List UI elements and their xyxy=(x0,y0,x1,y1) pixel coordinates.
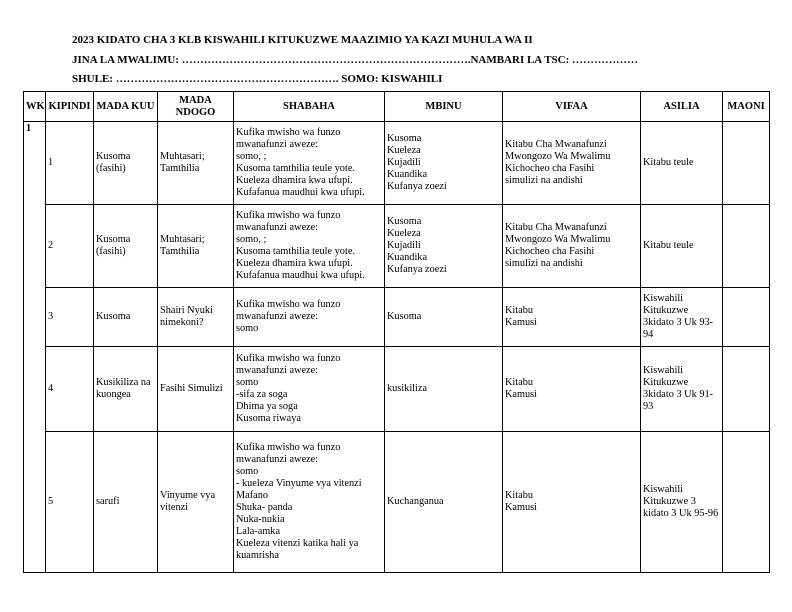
mada-ndogo-cell: Fasihi Simulizi xyxy=(158,347,234,432)
shabaha-line: Kueleza vitenzi katika hali ya xyxy=(236,538,359,550)
shabaha-line: Kufika mwisho wa funzo xyxy=(236,209,341,221)
shabaha-cell xyxy=(234,432,385,573)
mada-ndogo-cell: Muhtasari; Tamthilia xyxy=(158,122,234,205)
vifaa-cell xyxy=(503,347,641,432)
shabaha-line: Kufika mwisho wa funzo xyxy=(236,126,341,138)
vifaa-line: Kamusi xyxy=(505,317,538,328)
asilia-cell: Kiswahili Kitukuzwe 3kidato 3 Uk 91-93 xyxy=(641,347,723,432)
shabaha-line: somo, ; xyxy=(236,150,267,162)
vifaa-line: Kamusi xyxy=(505,502,538,513)
kipindi-cell: 3 xyxy=(46,288,94,347)
header-vifaa: VIFAA xyxy=(503,92,641,122)
mbinu-line: Kusoma xyxy=(387,310,422,322)
mbinu-cell xyxy=(385,432,503,573)
mada-kuu-cell: Kusoma (fasihi) xyxy=(94,205,158,288)
shabaha-line: somo xyxy=(236,465,259,477)
vifaa-line: Mwongozo Wa Mwalimu xyxy=(505,150,611,162)
shabaha-line: Kufika mwisho wa funzo xyxy=(236,352,341,364)
asilia-cell: Kiswahili Kitukuzwe 3 kidato 3 Uk 95-96 xyxy=(641,432,723,573)
vifaa-cell xyxy=(503,122,641,205)
shabaha-line: somo xyxy=(236,323,259,335)
vifaa-line: Kitabu xyxy=(505,304,534,316)
shabaha-line: Kusoma riwaya xyxy=(236,413,301,425)
vifaa-line: simulizi na andishi xyxy=(505,175,583,187)
table-row xyxy=(24,122,770,205)
mbinu-line: Kueleza xyxy=(387,227,421,239)
header-asilia: ASILIA xyxy=(641,92,723,122)
shabaha-cell xyxy=(234,288,385,347)
vifaa-cell xyxy=(503,205,641,288)
shabaha-cell xyxy=(234,347,385,432)
mbinu-line: Kusoma xyxy=(387,132,422,144)
shabaha-line: mwanafunzi aweze: xyxy=(236,221,319,233)
vifaa-line: Kichocheo cha Fasihi xyxy=(505,163,595,174)
shabaha-line: mwanafunzi aweze: xyxy=(236,453,319,465)
header-shabaha: SHABAHA xyxy=(234,92,385,122)
shabaha-line: Dhima ya soga xyxy=(236,401,298,413)
mbinu-cell xyxy=(385,205,503,288)
shabaha-cell xyxy=(234,122,385,205)
kipindi-cell: 1 xyxy=(46,122,94,205)
document-title: 2023 KIDATO CHA 3 KLB KISWAHILI KITUKUZWE MAAZIMIO YA KAZI MUHULA WA II xyxy=(72,34,533,46)
kipindi-cell: 2 xyxy=(46,205,94,288)
table-row xyxy=(24,288,770,347)
vifaa-cell xyxy=(503,432,641,573)
mbinu-cell xyxy=(385,288,503,347)
shabaha-line: Kufafanua maudhui kwa ufupi. xyxy=(236,270,365,282)
shabaha-line: Kueleza dhamira kwa ufupi. xyxy=(236,175,353,187)
shabaha-line: mwanafunzi aweze: xyxy=(236,364,319,376)
shabaha-line: Shuka- panda xyxy=(236,502,293,513)
asilia-cell: Kitabu teule xyxy=(641,122,723,205)
shabaha-line: Kusoma tamthilia teule yote. xyxy=(236,246,355,257)
header-kipindi: KIPINDI xyxy=(46,92,94,122)
table-row xyxy=(24,432,770,573)
table-row xyxy=(24,205,770,288)
mada-ndogo-cell: Vinyume vya vitenzi xyxy=(158,432,234,573)
shabaha-line: mwanafunzi aweze: xyxy=(236,138,319,150)
shabaha-line: somo xyxy=(236,376,259,388)
maoni-cell xyxy=(723,122,770,205)
shabaha-line: Kufika mwisho wa funzo xyxy=(236,441,341,453)
mada-kuu-cell: Kusoma (fasihi) xyxy=(94,122,158,205)
vifaa-cell xyxy=(503,288,641,347)
shabaha-line: kuamrisha xyxy=(236,550,279,562)
shabaha-line: - kueleza Vinyume vya vitenzi xyxy=(236,477,362,489)
shabaha-line: -sifa za soga xyxy=(236,389,288,400)
mbinu-line: Kujadili xyxy=(387,239,421,251)
vifaa-line: Kitabu Cha Mwanafunzi xyxy=(505,138,607,150)
mbinu-line: Kuandika xyxy=(387,169,428,181)
maoni-cell xyxy=(723,205,770,288)
mbinu-line: Kueleza xyxy=(387,144,421,156)
mbinu-line: Kujadili xyxy=(387,156,421,168)
shabaha-line: somo, ; xyxy=(236,233,267,245)
table-header-row xyxy=(24,92,770,122)
mbinu-line: Kuchanganua xyxy=(387,495,444,507)
vifaa-line: Kamusi xyxy=(505,389,538,400)
mada-kuu-cell: Kusikiliza na kuongea xyxy=(94,347,158,432)
vifaa-line: Kitabu Cha Mwanafunzi xyxy=(505,221,607,233)
vifaa-line: Kitabu xyxy=(505,489,534,501)
header-mbinu: MBINU xyxy=(385,92,503,122)
asilia-cell: Kiswahili Kitukuzwe 3kidato 3 Uk 93-94 xyxy=(641,288,723,347)
shabaha-line: Kufika mwisho wa funzo xyxy=(236,298,341,310)
header-mada-kuu: MADA KUU xyxy=(94,92,158,122)
shabaha-line: Nuka-nukia xyxy=(236,514,285,526)
mbinu-cell xyxy=(385,122,503,205)
table-row xyxy=(24,347,770,432)
mbinu-line: Kuandika xyxy=(387,252,428,264)
shabaha-line: Lala-amka xyxy=(236,526,281,538)
shabaha-line: Mafano xyxy=(236,489,269,501)
mbinu-cell xyxy=(385,347,503,432)
vifaa-line: Mwongozo Wa Mwalimu xyxy=(505,233,611,245)
vifaa-line: Kitabu xyxy=(505,376,534,388)
mbinu-line: Kusoma xyxy=(387,215,422,227)
vifaa-line: Kichocheo cha Fasihi xyxy=(505,246,595,257)
mbinu-line: Kufanya zoezi xyxy=(387,264,447,276)
shabaha-cell xyxy=(234,205,385,288)
mada-kuu-cell: Kusoma xyxy=(94,288,158,347)
header-mada-ndogo: MADA NDOGO xyxy=(158,92,234,122)
vifaa-line: simulizi na andishi xyxy=(505,258,583,270)
header-maoni: MAONI xyxy=(723,92,770,122)
mada-kuu-cell: sarufi xyxy=(94,432,158,573)
maoni-cell xyxy=(723,288,770,347)
teacher-name-line: JINA LA MWALIMU: …………………………………………………………………….NAMBARI LA TSC: ……………… xyxy=(72,53,639,66)
week-number: 1 xyxy=(24,122,46,573)
document-header xyxy=(72,31,638,90)
shabaha-line: Kueleza dhamira kwa ufupi. xyxy=(236,258,353,270)
header-wk: WK xyxy=(24,92,46,122)
mada-ndogo-cell: Muhtasari; Tamthilia xyxy=(158,205,234,288)
asilia-cell: Kitabu teule xyxy=(641,205,723,288)
maoni-cell xyxy=(723,347,770,432)
shabaha-line: mwanafunzi aweze: xyxy=(236,310,319,322)
mbinu-line: Kufanya zoezi xyxy=(387,181,447,193)
kipindi-cell: 4 xyxy=(46,347,94,432)
maoni-cell xyxy=(723,432,770,573)
mada-ndogo-cell: Shairi Nyuki nimekoni? xyxy=(158,288,234,347)
kipindi-cell: 5 xyxy=(46,432,94,573)
shabaha-line: Kusoma tamthilia teule yote. xyxy=(236,163,355,174)
school-subject-line: SHULE: ……………………………………………………. SOMO: KISWAHILI xyxy=(72,73,443,85)
shabaha-line: Kufafanua maudhui kwa ufupi. xyxy=(236,187,365,199)
scheme-of-work-table xyxy=(23,91,770,573)
mbinu-line: kusikiliza xyxy=(387,382,428,394)
